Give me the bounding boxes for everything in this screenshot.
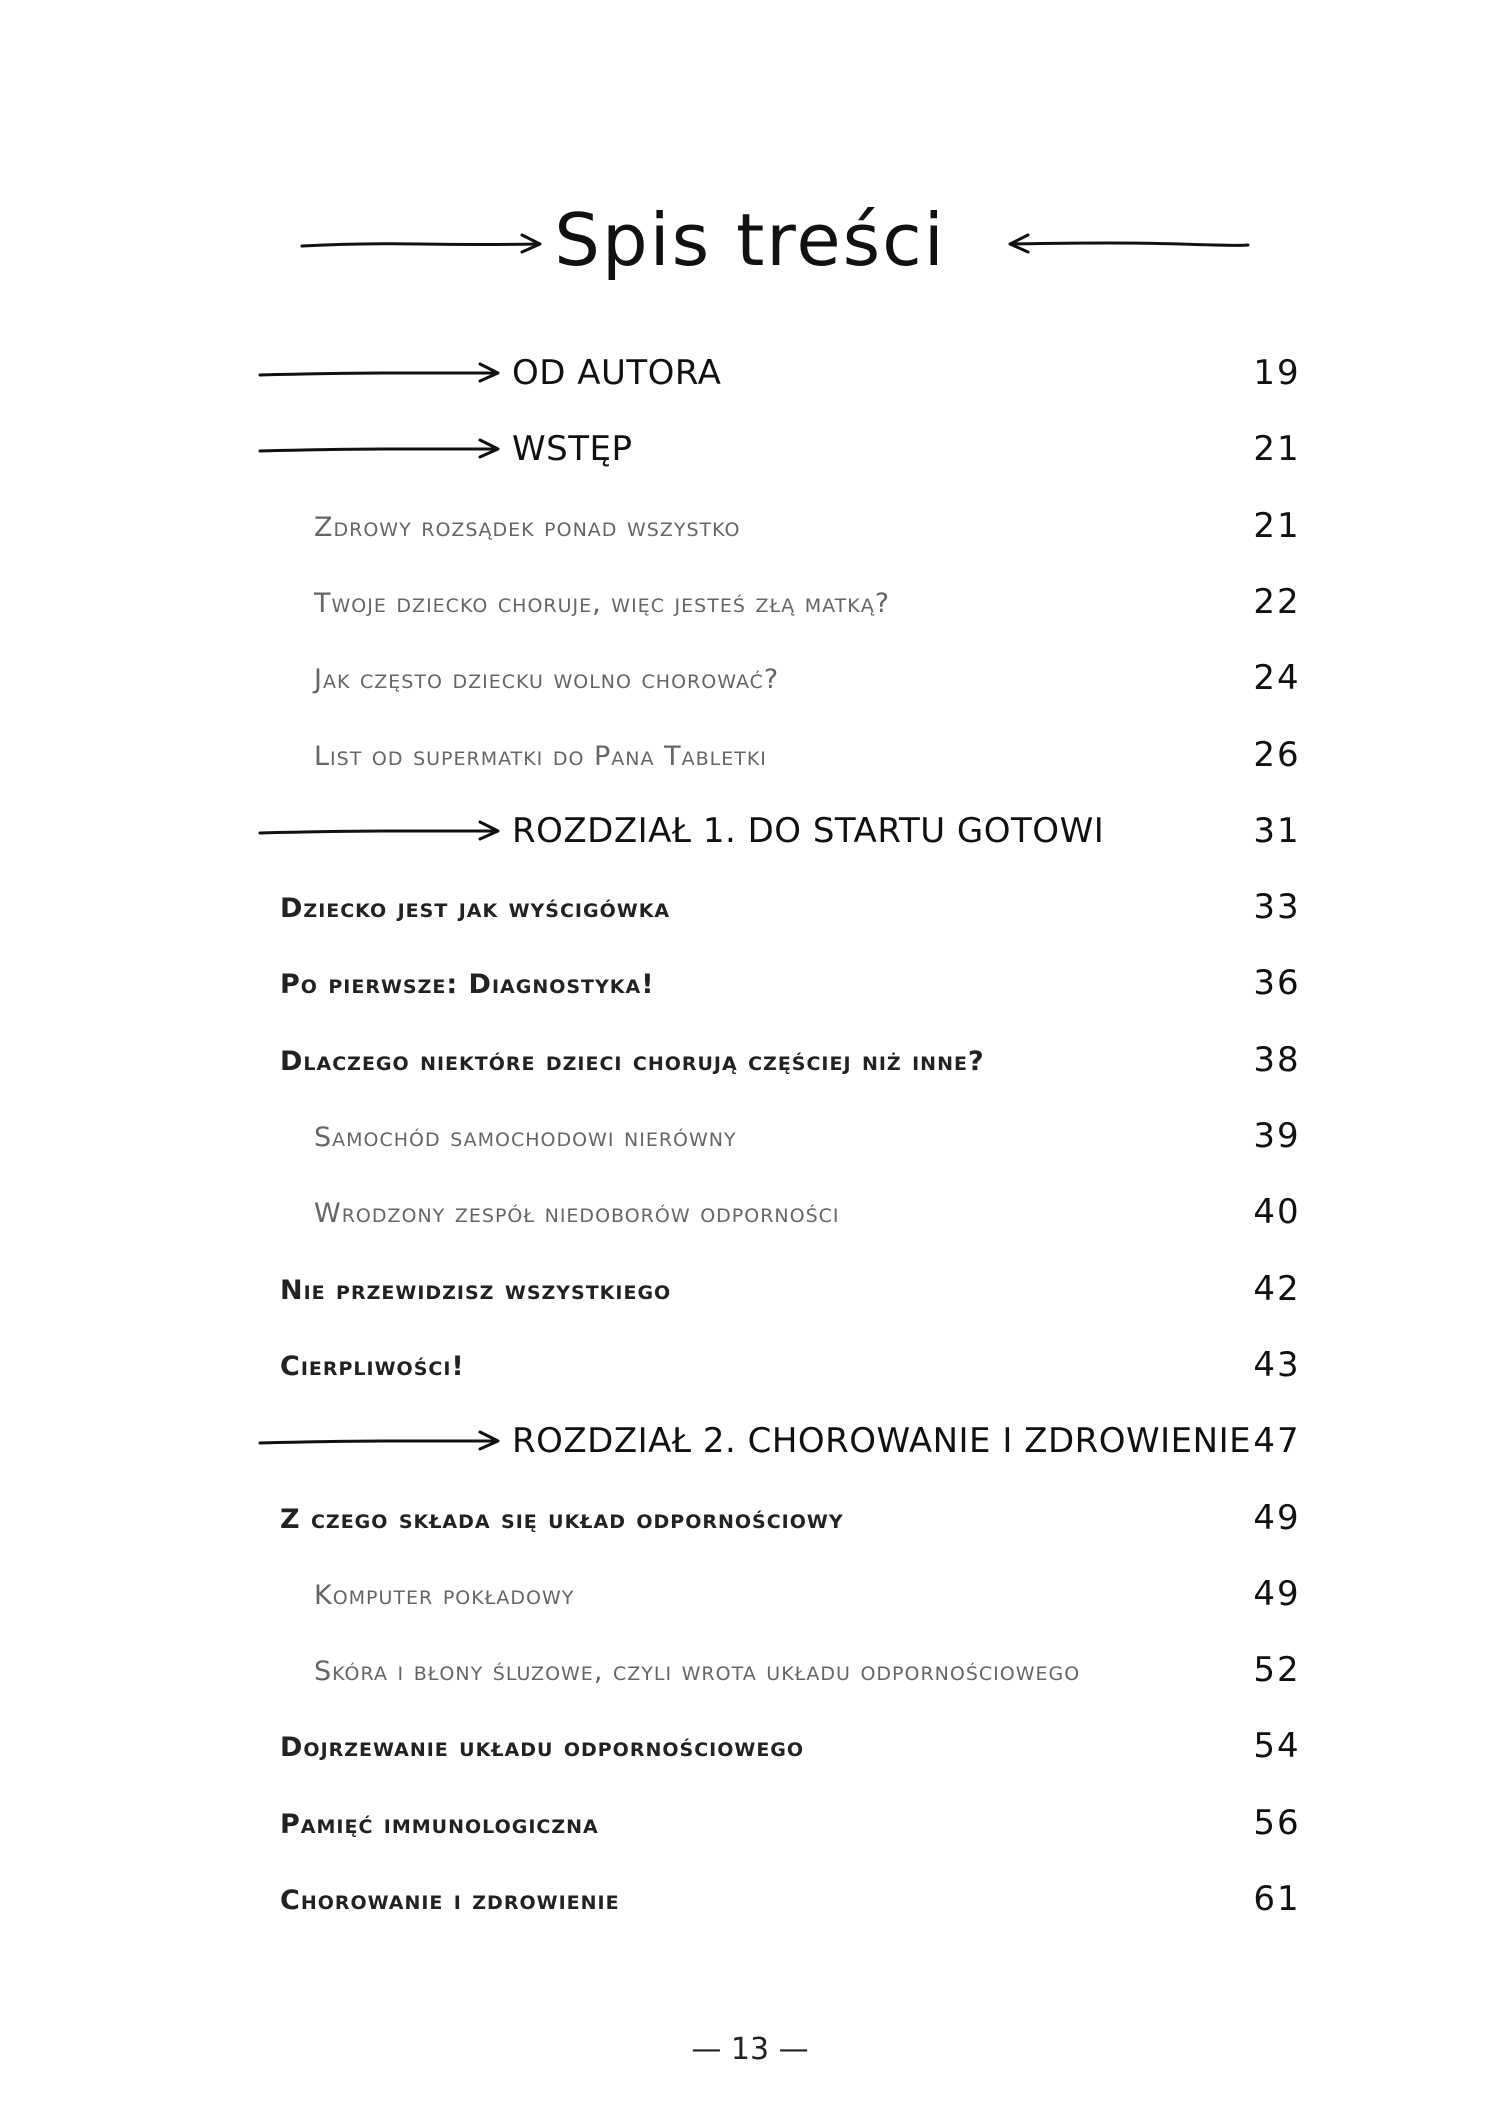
toc-entry: [0, 1337, 1500, 1397]
toc-entry-title: Samochód samochodowi nierówny: [314, 1122, 737, 1153]
toc-entry-page-number: 40: [1253, 1192, 1301, 1233]
toc-entry: [0, 879, 1500, 939]
toc-entry: [0, 955, 1500, 1015]
toc-entry-title: List od supermatki do Pana Tabletki: [314, 740, 767, 772]
toc-entry-page-number: 26: [1253, 734, 1301, 775]
toc-entry-title: Skóra i błony śluzowe, czyli wrota układu odpornościowego: [314, 1656, 1081, 1688]
toc-entry: [0, 1108, 1500, 1168]
toc-entry: [0, 498, 1500, 558]
arrow-right-icon: [258, 437, 508, 465]
toc-entry-title: Chorowanie i zdrowienie: [280, 1885, 620, 1916]
toc-entry-page-number: 19: [1253, 353, 1301, 393]
toc-entry: [0, 1642, 1500, 1702]
toc-entry-page-number: 22: [1253, 581, 1301, 622]
toc-entry: [0, 1184, 1500, 1244]
arrow-left-icon: [1000, 232, 1250, 256]
toc-chapter-entry: [0, 345, 1500, 405]
toc-entry: [0, 1490, 1500, 1550]
toc-entry-page-number: 47: [1253, 1421, 1301, 1462]
toc-entry-page-number: 38: [1253, 1039, 1301, 1080]
toc-entry-page-number: 36: [1253, 963, 1301, 1004]
toc-entry: [0, 1032, 1500, 1092]
toc-entry-title: ROZDZIAŁ 1. DO STARTU GOTOWI: [512, 810, 1105, 851]
arrow-right-icon: [258, 819, 508, 847]
toc-entry: [0, 1871, 1500, 1931]
toc-entry-title: Wrodzony zespół niedoborów odporności: [314, 1198, 840, 1230]
title-block: [0, 190, 1500, 300]
toc-chapter-entry: [0, 803, 1500, 863]
page-number-footer: — 13 —: [691, 2032, 809, 2067]
toc-entry-title: Twoje dziecko choruje, więc jesteś złą matką?: [314, 587, 891, 619]
toc-entry-page-number: 56: [1253, 1802, 1301, 1843]
toc-entry: [0, 1795, 1500, 1855]
toc-entry-title: WSTĘP: [512, 429, 633, 470]
toc-entry-page-number: 24: [1253, 658, 1301, 699]
toc-entry-title: Zdrowy rozsądek ponad wszystko: [314, 511, 741, 543]
arrow-right-icon: [258, 1429, 508, 1457]
toc-entry: [0, 1718, 1500, 1778]
toc-entry-title: Dziecko jest jak wyścigówka: [280, 893, 671, 925]
toc-chapter-entry: [0, 421, 1500, 481]
toc-entry-title: Komputer pokładowy: [314, 1579, 575, 1611]
toc-entry-title: Z czego składa się układ odpornościowy: [280, 1503, 844, 1535]
page-title: Spis treści: [554, 198, 946, 282]
toc-entry-page-number: 61: [1253, 1879, 1301, 1919]
toc-entry-title: Po pierwsze: Diagnostyka!: [280, 969, 655, 1001]
toc-entry-page-number: 42: [1253, 1268, 1301, 1309]
toc-entry-title: Dojrzewanie układu odpornościowego: [280, 1732, 805, 1764]
toc-entry-page-number: 43: [1253, 1344, 1301, 1385]
toc-entry-title: Jak często dziecku wolno chorować?: [314, 664, 780, 696]
toc-entry-title: Pamięć immunologiczna: [280, 1808, 599, 1840]
toc-entry-page-number: 21: [1253, 505, 1301, 546]
toc-chapter-entry: [0, 1413, 1500, 1473]
toc-entry-page-number: 49: [1253, 1497, 1301, 1538]
toc-entry: [0, 1566, 1500, 1626]
toc-entry-page-number: 52: [1253, 1650, 1301, 1691]
toc-entry-page-number: 21: [1253, 429, 1301, 470]
toc-entry: [0, 1261, 1500, 1321]
toc-entry: [0, 727, 1500, 787]
arrow-right-icon: [258, 361, 508, 389]
toc-entry-title: Dlaczego niektóre dzieci chorują częściej niż inne?: [280, 1045, 985, 1077]
toc-entry-title: ROZDZIAŁ 2. CHOROWANIE I ZDROWIENIE: [512, 1421, 1252, 1462]
toc-entry-page-number: 39: [1253, 1116, 1301, 1156]
toc-entry-title: Nie przewidzisz wszystkiego: [280, 1274, 672, 1306]
toc-entry-page-number: 31: [1253, 810, 1301, 851]
toc-entry-title: Cierpliwości!: [280, 1350, 465, 1382]
toc-entry: [0, 574, 1500, 634]
toc-entry-page-number: 33: [1253, 887, 1301, 928]
toc-entry-page-number: 49: [1253, 1573, 1301, 1614]
toc-entry: [0, 650, 1500, 710]
toc-entry-page-number: 54: [1253, 1726, 1301, 1767]
toc-entry-title: OD AUTORA: [512, 353, 722, 393]
